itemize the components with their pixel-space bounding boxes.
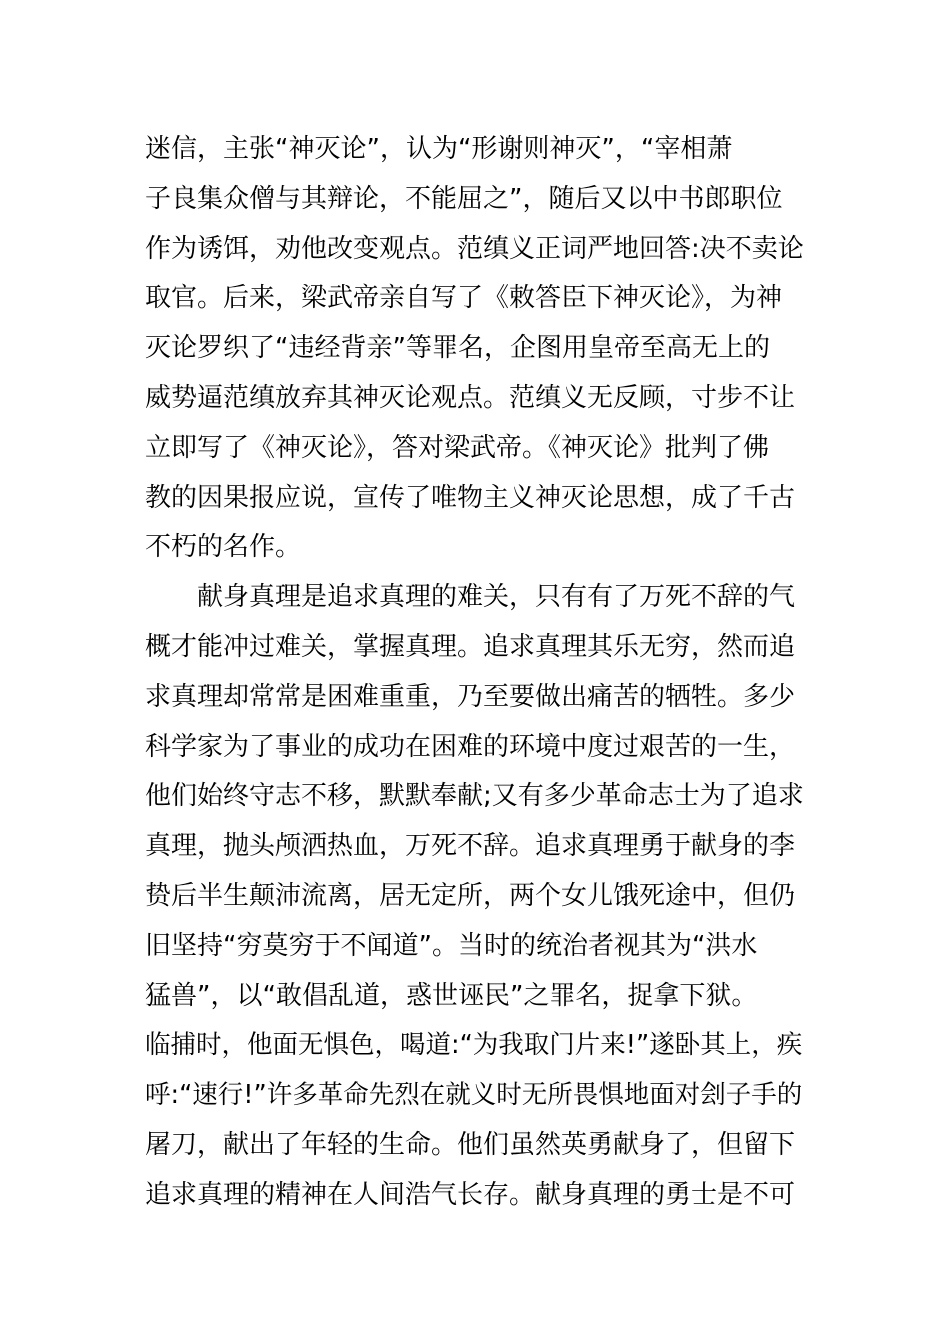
text-line: 迷信，主张“神灭论”，认为“形谢则神灭”，“宰相萧 — [145, 134, 733, 164]
text-line: 屠刀，献出了年轻的生命。他们虽然英勇献身了，但留下 — [145, 1129, 796, 1160]
text-line: 呼:“速行!”许多革命先烈在就义时无所畏惧地面对刽子手的 — [145, 1080, 803, 1111]
text-line: 真理，抛头颅洒热血，万死不辞。追求真理勇于献身的李 — [145, 831, 796, 862]
text-line: 旧坚持“穷莫穷于不闻道”。当时的统治者视其为“洪水 — [145, 930, 758, 961]
text-line: 追求真理的精神在人间浩气长存。献身真理的勇士是不可 — [145, 1179, 796, 1210]
text-line: 概才能冲过难关，掌握真理。追求真理其乐无穷，然而追 — [145, 631, 796, 662]
body-text — [145, 125, 810, 1221]
text-line: 作为诱饵，劝他改变观点。范缜义正词严地回答:决不卖论 — [145, 233, 804, 264]
text-line: 临捕时，他面无惧色，喝道:“为我取门片来!”遂卧其上，疾 — [145, 1030, 803, 1061]
text-line: 教的因果报应说，宣传了唯物主义神灭论思想，成了千古 — [145, 482, 796, 513]
text-line: 灭论罗织了“违经背亲”等罪名，企图用皇帝至高无上的 — [145, 333, 770, 364]
text-line: 威势逼范缜放弃其神灭论观点。范缜义无反顾，寸步不让 — [145, 382, 796, 413]
text-line: 子良集众僧与其辩论，不能屈之”，随后又以中书郎职位 — [145, 183, 783, 214]
text-line: 科学家为了事业的成功在困难的环境中度过艰苦的一生， — [145, 731, 796, 762]
text-line: 立即写了《神灭论》，答对梁武帝。《神灭论》批判了佛 — [145, 432, 770, 463]
paragraph-start-line: 献身真理是追求真理的难关，只有有了万死不辞的气 — [197, 582, 796, 613]
text-line: 求真理却常常是困难重重，乃至要做出痛苦的牺牲。多少 — [145, 681, 796, 712]
text-line: 不朽的名作。 — [145, 532, 302, 563]
text-line: 取官。后来，梁武帝亲自写了《敕答臣下神灭论》，为神 — [145, 283, 783, 314]
text-line: 他们始终守志不移，默默奉献;又有多少革命志士为了追求 — [145, 781, 804, 812]
text-line: 贽后半生颠沛流离，居无定所，两个女儿饿死途中，但仍 — [145, 880, 796, 911]
text-line: 猛兽”，以“敢倡乱道，惑世诬民”之罪名，捉拿下狱。 — [145, 980, 758, 1011]
